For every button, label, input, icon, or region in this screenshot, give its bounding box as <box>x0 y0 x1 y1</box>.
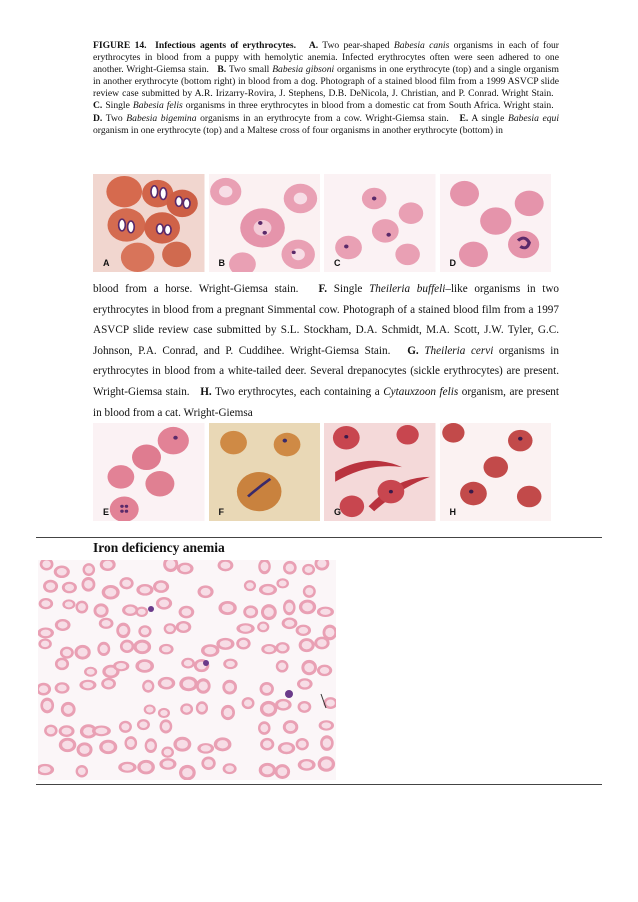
erythrocyte-central-pallor <box>180 565 190 572</box>
erythrocyte-central-pallor <box>162 646 171 652</box>
species-name: Babesia felis <box>132 100 183 112</box>
erythrocyte-central-pallor <box>144 682 152 690</box>
erythrocyte-central-pallor <box>199 681 208 690</box>
erythrocyte-central-pallor <box>104 680 113 687</box>
caption-label-h: H. <box>200 385 212 398</box>
erythrocyte-central-pallor <box>177 740 188 749</box>
erythrocyte-central-pallor <box>57 685 66 692</box>
babesia-gibsoni-micrograph <box>209 174 321 272</box>
erythrocyte-central-pallor <box>122 764 133 771</box>
erythrocyte-central-pallor <box>43 701 51 710</box>
erythrocyte-central-pallor <box>240 625 251 631</box>
caption-e-text: organism in one erythrocyte (top) and a Maltese cross of four organisms in another erythrocyte (bottom) in <box>93 124 503 136</box>
caption-c-text: organisms in three erythrocytes in blood from a domestic cat from South Africa. Wright stain. <box>185 100 554 112</box>
erythrocyte-central-pallor <box>47 727 55 734</box>
micrograph-panel-h <box>440 423 552 521</box>
erythrocyte-central-pallor <box>183 706 191 713</box>
species-name: Babesia equi <box>507 112 559 124</box>
caption-label-c: C. <box>93 100 103 112</box>
erythrocyte-central-pallor <box>65 601 73 607</box>
caption-a-text: organisms in each of four erythrocytes in blood from a puppy with hemolytic anemia. Infected erythrocytes often were seen adhered to one another. Wright-Giemsa stain. <box>93 40 559 76</box>
section-divider-bottom <box>36 784 602 785</box>
caption-label-b: B. <box>217 64 227 76</box>
erythrocyte-central-pallor <box>78 603 86 611</box>
erythrocyte-central-pallor <box>62 728 72 735</box>
caption-d-text: Two <box>105 112 123 124</box>
erythrocyte-central-pallor <box>140 586 151 593</box>
caption-e-text: blood from a horse. Wright-Giemsa stain. <box>93 283 299 295</box>
caption-g-text: organisms in erythrocytes in blood from a white-tailed deer. Several drepanocytes (sickle erythrocytes) are present. Wright-Giemsa stain. <box>93 344 560 398</box>
erythrocyte-central-pallor <box>121 723 129 730</box>
erythrocyte-central-pallor <box>184 660 193 666</box>
erythrocyte-central-pallor <box>263 704 274 713</box>
erythrocyte-central-pallor <box>41 630 51 637</box>
erythrocyte-central-pallor <box>221 562 231 569</box>
erythrocyte-central-pallor <box>63 649 72 656</box>
erythrocyte-central-pallor <box>302 641 312 649</box>
panel-label-d: D <box>449 258 456 268</box>
erythrocyte-central-pallor <box>147 741 155 750</box>
figure-panels-row-bottom <box>93 423 551 521</box>
erythrocyte-central-pallor <box>325 628 334 637</box>
panel-label-h: H <box>449 507 456 517</box>
caption-b-text: organisms in one erythrocyte (top) and a single organism in another erythrocyte (bottom right) in blood from a dog. Photograph of a stained blood film from a 1999 ASVCP slide review case submitted by A.R. Irizarry-Rovira, J. Stephens, D.B. DeNicola, J. Christian, and P. Conrad. Wright Stain. <box>93 64 560 100</box>
erythrocyte-central-pallor <box>58 621 68 628</box>
erythrocyte-central-pallor <box>162 722 170 730</box>
erythrocyte-central-pallor <box>264 607 274 617</box>
caption-label-d: D. <box>93 112 103 124</box>
erythrocyte-central-pallor <box>285 620 295 627</box>
erythrocyte-central-pallor <box>300 680 310 687</box>
caption-label-g: G. <box>407 344 419 357</box>
erythrocyte-central-pallor <box>141 763 152 772</box>
species-name: Theileria cervi <box>424 344 494 357</box>
erythrocyte-central-pallor <box>246 608 255 616</box>
erythrocyte-central-pallor <box>182 608 192 616</box>
erythrocyte-central-pallor <box>58 660 67 668</box>
erythrocyte-central-pallor <box>182 768 192 777</box>
erythrocyte-central-pallor <box>96 606 105 615</box>
erythrocyte-central-pallor <box>217 740 228 748</box>
micrograph-panel-e <box>93 423 205 521</box>
erythrocyte-central-pallor <box>41 600 50 607</box>
panel-label-e: E <box>103 507 110 517</box>
caption-continuation <box>93 279 559 423</box>
erythrocyte-central-pallor <box>161 679 172 687</box>
platelet <box>203 660 209 666</box>
erythrocyte-central-pallor <box>46 582 55 590</box>
erythrocyte-central-pallor <box>224 708 233 717</box>
erythrocyte-central-pallor <box>305 588 313 596</box>
caption-c-text: Single <box>105 100 130 112</box>
erythrocyte-central-pallor <box>201 745 211 751</box>
erythrocyte-central-pallor <box>78 648 88 657</box>
micrograph-panel-b <box>209 174 321 272</box>
erythrocyte-central-pallor <box>105 588 116 597</box>
erythrocyte-central-pallor <box>163 760 174 767</box>
erythrocyte-central-pallor <box>326 699 335 706</box>
erythrocyte-central-pallor <box>300 703 309 710</box>
erythrocyte-central-pallor <box>183 679 195 688</box>
erythrocyte-central-pallor <box>278 663 286 670</box>
erythrocyte-central-pallor <box>198 704 206 712</box>
platelet <box>285 690 293 698</box>
erythrocyte-central-pallor <box>139 721 147 728</box>
erythrocyte-central-pallor <box>286 564 294 572</box>
cytauxzoon-felis-micrograph <box>440 423 552 521</box>
figure-title: FIGURE 14. <box>93 40 147 51</box>
caption-h-text: organism, are present in blood from a cat. Wright-Giemsa <box>93 385 559 419</box>
erythrocyte-central-pallor <box>41 641 49 647</box>
erythrocyte-central-pallor <box>264 646 274 652</box>
erythrocyte-central-pallor <box>127 739 135 747</box>
erythrocyte-central-pallor <box>39 685 48 693</box>
erythrocyte-central-pallor <box>304 663 314 672</box>
erythrocyte-central-pallor <box>164 749 172 756</box>
erythrocyte-central-pallor <box>321 759 332 768</box>
erythrocyte-central-pallor <box>83 682 94 688</box>
erythrocyte-central-pallor <box>123 642 132 650</box>
erythrocyte-central-pallor <box>116 663 126 669</box>
erythrocyte-central-pallor <box>262 766 273 775</box>
theileria-buffeli-micrograph <box>209 423 321 521</box>
erythrocyte-central-pallor <box>125 607 135 614</box>
erythrocyte-central-pallor <box>262 685 271 693</box>
erythrocyte-central-pallor <box>166 625 174 632</box>
erythrocyte-central-pallor <box>139 662 151 670</box>
erythrocyte-central-pallor <box>146 707 153 713</box>
erythrocyte-central-pallor <box>320 609 331 615</box>
erythrocyte-central-pallor <box>281 745 292 752</box>
erythrocyte-central-pallor <box>119 626 128 635</box>
erythrocyte-central-pallor <box>299 627 309 634</box>
erythrocyte-central-pallor <box>65 584 74 591</box>
micrograph-panel-c <box>324 174 436 272</box>
erythrocyte-central-pallor <box>244 700 252 707</box>
erythrocyte-central-pallor <box>259 624 267 630</box>
erythrocyte-central-pallor <box>62 741 73 750</box>
micrograph-panel-a <box>93 174 205 272</box>
erythrocyte-central-pallor <box>261 562 269 571</box>
erythrocyte-central-pallor <box>278 701 288 708</box>
erythrocyte-central-pallor <box>323 738 331 747</box>
erythrocyte-central-pallor <box>141 628 149 635</box>
erythrocyte-central-pallor <box>102 620 111 627</box>
erythrocyte-central-pallor <box>302 603 313 612</box>
section-divider-top <box>36 537 602 538</box>
caption-label-f: F. <box>318 283 328 295</box>
erythrocyte-central-pallor <box>179 623 189 630</box>
erythrocyte-central-pallor <box>317 639 327 647</box>
caption-h-text: Two erythrocytes, each containing a <box>215 385 380 398</box>
erythrocyte-central-pallor <box>64 705 73 714</box>
erythrocyte-central-pallor <box>285 603 293 613</box>
erythrocyte-central-pallor <box>220 640 231 647</box>
caption-f-text: –like organisms in two erythrocytes in blood from a pregnant Simmental cow. Photograph of a stained blood film from a 1997 ASVCP slide review case submitted by S.L. Stockham, D.A. Schmidt, M.A. Scott, J.W. Tyler, G.C. Johnson, P.A. Conrad, and P. Cuddihee. Wright-Giemsa Stain. <box>93 283 560 357</box>
erythrocyte-central-pallor <box>201 588 211 596</box>
erythrocyte-central-pallor <box>262 586 273 593</box>
erythrocyte-central-pallor <box>42 560 50 568</box>
erythrocyte-central-pallor <box>159 600 169 608</box>
erythrocyte-central-pallor <box>305 566 313 573</box>
platelet <box>148 606 154 612</box>
erythrocyte-central-pallor <box>278 644 287 651</box>
panel-label-g: G <box>334 507 342 517</box>
erythrocyte-central-pallor <box>226 661 235 667</box>
erythrocyte-central-pallor <box>225 683 234 692</box>
caption-e-text: A single <box>471 112 505 124</box>
erythrocyte-central-pallor <box>84 580 93 589</box>
erythrocyte-central-pallor <box>322 722 332 728</box>
micrograph-panel-f <box>209 423 321 521</box>
erythrocyte-central-pallor <box>239 640 248 647</box>
panel-label-f: F <box>218 507 224 517</box>
babesia-equi-micrograph <box>93 423 205 521</box>
blood-smear-micrograph <box>38 560 336 780</box>
erythrocyte-central-pallor <box>87 669 95 675</box>
panel-label-c: C <box>334 258 341 268</box>
erythrocyte-central-pallor <box>204 759 213 767</box>
micrograph-panel-g <box>324 423 436 521</box>
erythrocyte-central-pallor <box>122 580 131 587</box>
erythrocyte-central-pallor <box>80 745 90 754</box>
erythrocyte-central-pallor <box>279 580 287 586</box>
species-name: Babesia bigemina <box>126 112 197 124</box>
figure-title-text: Infectious agents of erythrocytes. <box>155 40 296 51</box>
figure-caption <box>93 40 559 137</box>
caption-a-text: Two pear-shaped <box>322 40 390 51</box>
erythrocyte-central-pallor <box>260 724 268 732</box>
erythrocyte-central-pallor <box>78 768 86 776</box>
caption-b-text: Two small <box>228 64 270 76</box>
micrograph-panel-d <box>440 174 552 272</box>
erythrocyte-central-pallor <box>298 740 306 747</box>
caption-label-e: E. <box>459 112 469 124</box>
erythrocyte-central-pallor <box>204 647 215 655</box>
erythrocyte-central-pallor <box>85 566 93 574</box>
erythrocyte-central-pallor <box>138 609 146 615</box>
erythrocyte-central-pallor <box>286 723 296 731</box>
erythrocyte-central-pallor <box>137 643 148 652</box>
species-name: Theileria buffeli <box>369 283 446 295</box>
erythrocyte-central-pallor <box>57 568 67 575</box>
erythrocyte-central-pallor <box>96 728 108 734</box>
erythrocyte-central-pallor <box>160 710 168 716</box>
erythrocyte-central-pallor <box>222 604 233 612</box>
erythrocyte-central-pallor <box>263 740 272 748</box>
erythrocyte-central-pallor <box>100 645 108 654</box>
panel-label-a: A <box>103 258 110 268</box>
erythrocyte-central-pallor <box>225 765 234 772</box>
erythrocyte-central-pallor <box>103 743 114 752</box>
erythrocyte-central-pallor <box>278 767 288 776</box>
species-name: Cytauxzoon felis <box>383 385 459 398</box>
caption-label-a: A. <box>308 40 319 51</box>
caption-f-text: Single <box>333 283 363 295</box>
species-name: Babesia canis <box>393 40 450 51</box>
babesia-bigemina-micrograph <box>440 174 552 272</box>
species-name: Babesia gibsoni <box>272 64 335 76</box>
caption-d-text: organisms in an erythrocyte from a cow. Wright-Giemsa stain. <box>200 112 449 124</box>
erythrocyte-central-pallor <box>39 766 50 773</box>
erythrocyte-central-pallor <box>156 583 166 591</box>
panel-label-b: B <box>218 258 225 268</box>
erythrocyte-central-pallor <box>246 582 254 589</box>
figure-panels-row-top <box>93 174 551 272</box>
erythrocyte-central-pallor <box>301 761 312 768</box>
erythrocyte-central-pallor <box>103 561 113 569</box>
section-heading: Iron deficiency anemia <box>93 540 225 555</box>
erythrocyte-central-pallor <box>320 667 329 674</box>
